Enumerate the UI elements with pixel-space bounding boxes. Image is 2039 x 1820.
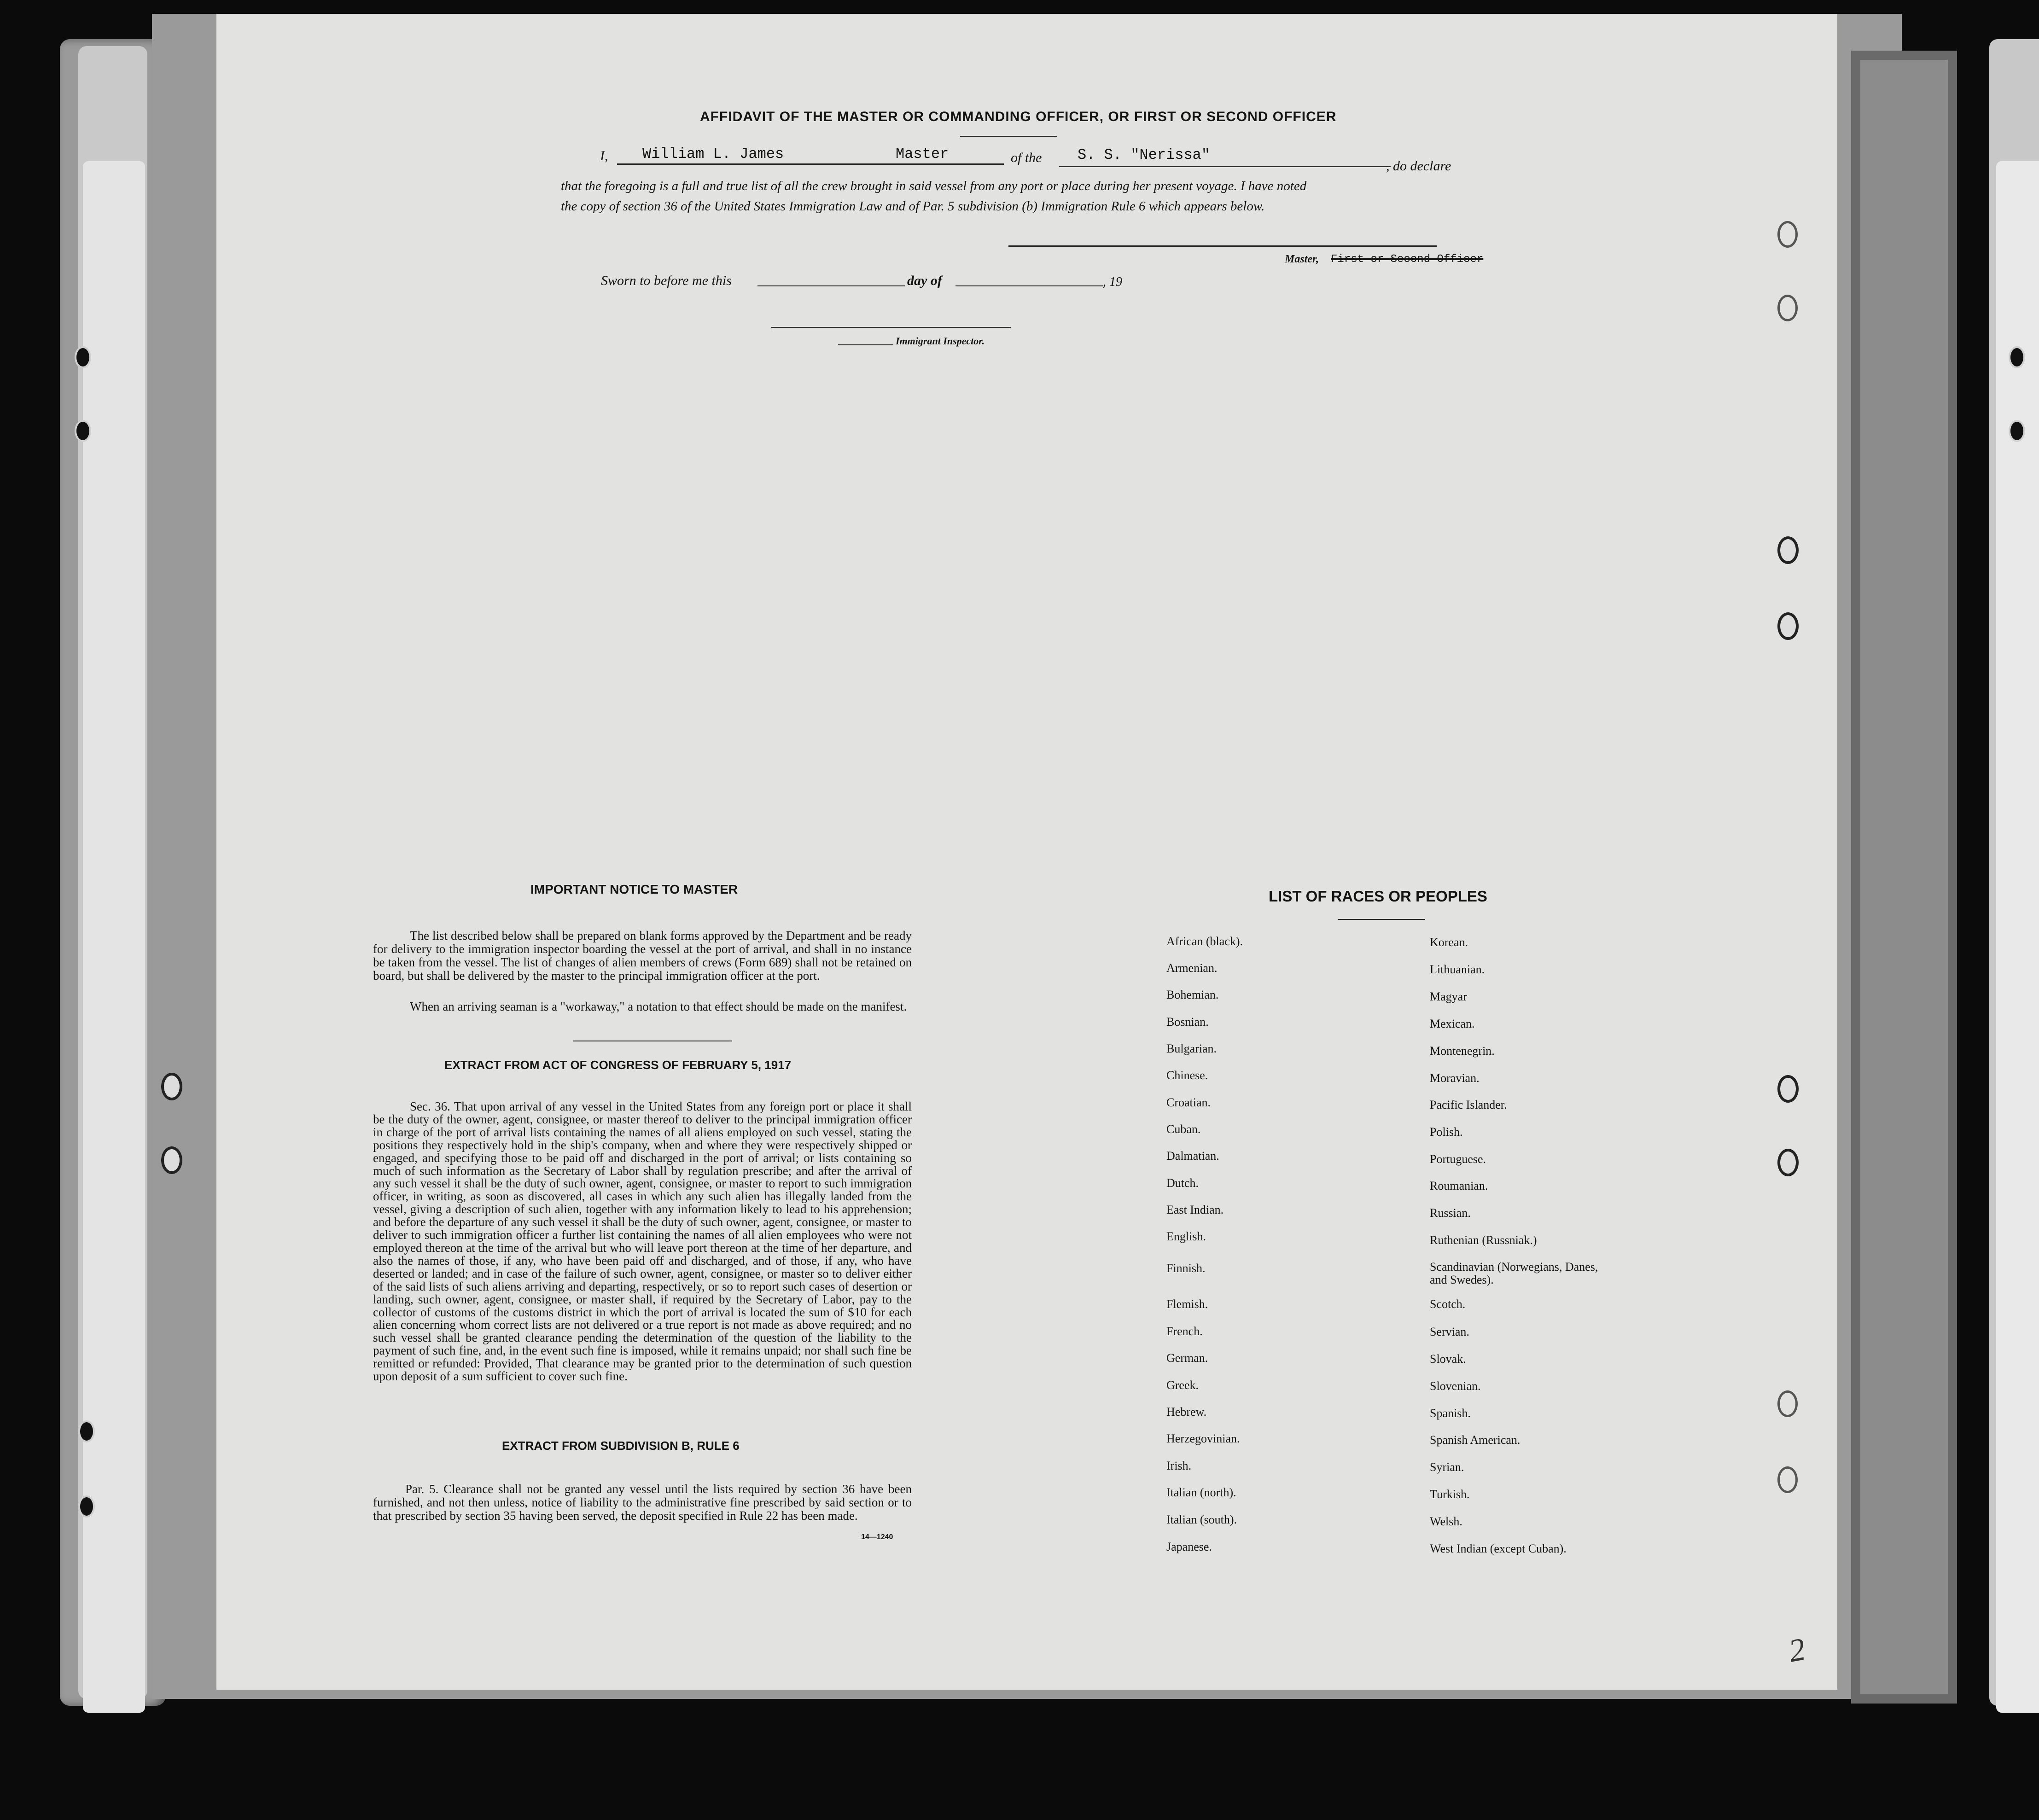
race-item: Servian. xyxy=(1430,1325,1469,1338)
race-item: Spanish. xyxy=(1430,1407,1471,1420)
vessel-name: S. S. "Nerissa" xyxy=(1078,146,1211,163)
race-item: French. xyxy=(1166,1325,1203,1338)
race-item: Turkish. xyxy=(1430,1488,1470,1501)
notice-paragraph-1: The list described below shall be prepared on blank forms approved by the Department and be ready for delivery to the immigration inspector boarding the vessel at the port of arrival, and shall in no instance be taken from the vessel. The list of changes of alien members of crews (Form 689) shall not be retained on board, but shall be delivered by the master to the principal immigration officer at the port. xyxy=(373,929,912,983)
vessel-underline xyxy=(1059,166,1391,167)
page-punch-hole xyxy=(1777,1149,1799,1176)
race-item: Welsh. xyxy=(1430,1515,1462,1528)
of-the-label: of the xyxy=(1011,150,1042,165)
divider xyxy=(960,136,1057,137)
binder-left-tab xyxy=(83,161,145,1713)
affidavit-line-3: the copy of section 36 of the United States Immigration Law and of Par. 5 subdivision (b) Immigration Rule 6 which appears below. xyxy=(561,199,1265,214)
inspector-prefix-line xyxy=(838,344,893,345)
struck-officer-text: First or Second Officer xyxy=(1331,253,1484,266)
page-punch-hole xyxy=(1777,221,1798,248)
race-item: Slovak. xyxy=(1430,1352,1466,1366)
race-item: Finnish. xyxy=(1166,1262,1206,1275)
race-item: Cuban. xyxy=(1166,1122,1201,1136)
day-of-label: day of xyxy=(907,273,942,288)
race-item: West Indian (except Cuban). xyxy=(1430,1542,1567,1555)
page-punch-hole xyxy=(1777,295,1798,321)
race-item: Montenegrin. xyxy=(1430,1044,1495,1058)
extract-act-title: EXTRACT FROM ACT OF CONGRESS OF FEBRUARY 5, 1917 xyxy=(444,1058,792,1072)
affidavit-title: AFFIDAVIT OF THE MASTER OR COMMANDING OFFICER, OR FIRST OR SECOND OFFICER xyxy=(700,109,1337,124)
race-item: German. xyxy=(1166,1351,1208,1365)
race-item: Moravian. xyxy=(1430,1071,1480,1085)
race-item: Irish. xyxy=(1166,1459,1192,1472)
document-page xyxy=(216,14,1837,1690)
page-punch-hole xyxy=(161,1146,182,1174)
race-item: Italian (north). xyxy=(1166,1486,1236,1499)
affidavit-line-2: that the foregoing is a full and true list of all the crew brought in said vessel from any port or place during her present voyage. I have noted xyxy=(561,179,1307,193)
race-item: Polish. xyxy=(1430,1125,1463,1139)
races-title: LIST OF RACES OR PEOPLES xyxy=(1269,888,1487,905)
master-signature-line xyxy=(1008,245,1437,247)
extract-rule-paragraph: Par. 5. Clearance shall not be granted any vessel until the lists required by section 36 have been furnished, and not then unless, notice of liability to the administrative fine prescribed by said section or to that prescribed by section 35 having been served, the deposit specified in Rule 22 has been made. xyxy=(373,1482,912,1523)
race-item: Roumanian. xyxy=(1430,1179,1488,1192)
race-item: Armenian. xyxy=(1166,961,1218,975)
race-item: Russian. xyxy=(1430,1206,1471,1220)
binder-hole xyxy=(2009,420,2025,442)
master-rank: Master xyxy=(896,145,949,163)
notice-title: IMPORTANT NOTICE TO MASTER xyxy=(530,882,738,896)
sworn-label: Sworn to before me this xyxy=(601,273,732,288)
race-item: East Indian. xyxy=(1166,1203,1224,1216)
race-item: Lithuanian. xyxy=(1430,963,1485,976)
page-punch-hole xyxy=(1777,612,1799,640)
race-item: Bosnian. xyxy=(1166,1015,1209,1029)
race-item: Japanese. xyxy=(1166,1540,1212,1553)
inspector-label: Immigrant Inspector. xyxy=(896,335,985,347)
race-item: Croatian. xyxy=(1166,1096,1211,1109)
race-item: Syrian. xyxy=(1430,1460,1464,1474)
affidavit-i-label: I, xyxy=(600,148,608,163)
extract-rule-title: EXTRACT FROM SUBDIVISION B, RULE 6 xyxy=(502,1439,740,1453)
form-number: 14—1240 xyxy=(861,1533,893,1541)
binder-hole xyxy=(75,346,91,368)
race-item: Pacific Islander. xyxy=(1430,1098,1507,1111)
race-item: Italian (south). xyxy=(1166,1513,1237,1526)
race-item: Chinese. xyxy=(1166,1069,1208,1082)
race-item: Portuguese. xyxy=(1430,1152,1486,1166)
sworn-month-line xyxy=(955,285,1103,286)
master-signature-label: Master, xyxy=(1285,253,1319,265)
race-item: Bohemian. xyxy=(1166,988,1219,1001)
race-item: African (black). xyxy=(1166,935,1243,948)
master-name: William L. James xyxy=(642,145,784,163)
page-punch-hole xyxy=(1777,1466,1798,1493)
race-item: Bulgarian. xyxy=(1166,1042,1217,1055)
binder-right-inner xyxy=(1860,60,1948,1694)
race-item: Spanish American. xyxy=(1430,1433,1521,1447)
handwritten-mark: 2 xyxy=(1786,1631,1808,1669)
race-item: Flemish. xyxy=(1166,1297,1208,1311)
race-item: Korean. xyxy=(1430,936,1468,949)
page-punch-hole xyxy=(1777,1075,1799,1103)
adjacent-page-right-tab xyxy=(1996,161,2039,1713)
extract-act-paragraph: Sec. 36. That upon arrival of any vessel in the United States from any foreign port or place it shall be the duty of the owner, agent, consignee, or master thereof to deliver to the principal immigration officer in charge of the port of arrival lists containing the names of all aliens employed on such vessel, stating the positions they respectively hold in the ship's company, when and where they were respectively shipped or engaged, and specifying those to be paid off and discharged in the port of arrival; or lists containing so much of such information as the Secretary of Labor shall by regulation prescribe; and after the arrival of any such vessel it shall be the duty of such owner, agent, consignee, or master to report to such immigration officer, in writing, as soon as discovered, all cases in which any such alien has illegally landed from the vessel, giving a description of such alien, together with any information likely to lead to his apprehension; and before the departure of any such vessel it shall be the duty of such owner, agent, consignee, or master to deliver to such immigration officer a further list containing the names of all alien employees who were not employed thereon at the time of the arrival but who will leave port thereon at the time of her departure, and also the names of those, if any, who have been paid off and discharged, and of those, if any, who have deserted or landed; and in case of the failure of such owner, agent, consignee, or master so to deliver either of the said lists of such aliens arriving and departing, respectively, or so to report such cases of desertion or landing, such owner, agent, consignee, or master shall, if required by the Secretary of Labor, pay to the collector of customs of the customs district in which the port of arrival is located the sum of $10 for each alien concerning whom correct lists are not delivered or a true report is not made as above required; and no such vessel shall be granted clearance pending the determination of the question of the liability to the payment of such fine, and, in the event such fine is imposed, while it remains unpaid; nor shall such fine be remitted or refunded: Provided, That clearance may be granted prior to the determination of such question upon deposit of a sum sufficient to cover such fine. xyxy=(373,1099,912,1384)
page-punch-hole xyxy=(1777,1390,1798,1417)
year-label: , 19 xyxy=(1103,275,1122,289)
divider xyxy=(1338,919,1425,920)
race-item: Ruthenian (Russniak.) xyxy=(1430,1233,1537,1247)
race-item: Mexican. xyxy=(1430,1017,1475,1030)
race-item: Slovenian. xyxy=(1430,1379,1481,1393)
race-item: Dalmatian. xyxy=(1166,1149,1219,1163)
page-punch-hole xyxy=(1777,536,1799,564)
name-underline xyxy=(617,163,1004,165)
race-item: Magyar xyxy=(1430,990,1467,1003)
race-item: Hebrew. xyxy=(1166,1405,1207,1419)
race-item: English. xyxy=(1166,1230,1206,1243)
race-item: Dutch. xyxy=(1166,1176,1199,1190)
page-punch-hole xyxy=(161,1073,182,1100)
race-item: Greek. xyxy=(1166,1378,1199,1392)
sworn-day-line xyxy=(757,285,905,286)
race-item: Herzegovinian. xyxy=(1166,1432,1240,1445)
binder-hole xyxy=(78,1420,95,1442)
race-item: Scandinavian (Norwegians, Danes, and Swedes). xyxy=(1430,1260,1598,1286)
do-declare-label: , do declare xyxy=(1386,158,1451,174)
binder-hole xyxy=(2009,346,2025,368)
notice-paragraph-2: When an arriving seaman is a "workaway," a notation to that effect should be made on the manifest. xyxy=(410,1000,907,1013)
binder-hole xyxy=(78,1495,95,1518)
race-item: Scotch. xyxy=(1430,1297,1466,1311)
binder-hole xyxy=(75,420,91,442)
inspector-signature-line xyxy=(771,327,1011,328)
